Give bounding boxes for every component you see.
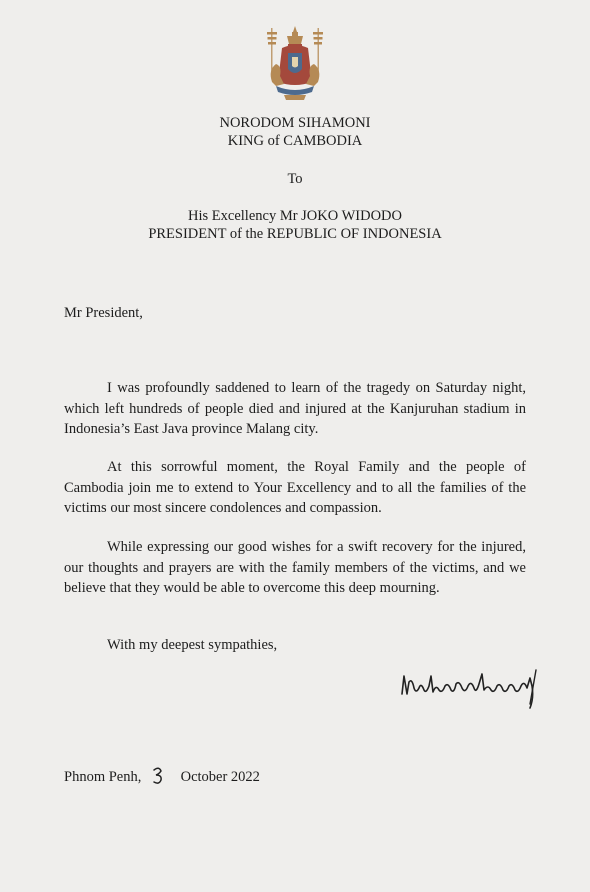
salutation: Mr President, [64,305,143,321]
closing-line: With my deepest sympathies, [107,637,278,653]
body-paragraph-2: At this sorrowful moment, the Royal Family and the people of Cambodia join me to extend to Your Excellency and to all the families of the victims our most sincere condolences and compassion. [64,459,526,516]
royal-coat-of-arms-icon [262,22,328,108]
to-label: To [287,171,303,187]
sender-name: NORODOM SIHAMONI [219,115,371,131]
date-place: Phnom Penh, [64,769,142,785]
handwritten-day-numeral [151,766,165,786]
sender-block [0,114,590,150]
recipient-name: His Excellency Mr JOKO WIDODO [188,208,402,224]
body-paragraph-3: While expressing our good wishes for a swift recovery for the injured, our thoughts and prayers are with the family members of the victims, and we believe that they would be able to overcome this deep mourning. [64,539,526,596]
sender-title: KING of CAMBODIA [227,133,363,149]
handwritten-signature [396,664,546,710]
date-line [64,766,260,787]
recipient-title: PRESIDENT of the REPUBLIC OF INDONESIA [148,226,442,242]
recipient-block [0,207,590,243]
date-month-year: October 2022 [180,769,260,785]
body-paragraph-1: I was profoundly saddened to learn of the tragedy on Saturday night, which left hundreds of people died and injured at the Kanjuruhan stadium in Indonesia’s East Java province Malang city. [64,380,526,437]
